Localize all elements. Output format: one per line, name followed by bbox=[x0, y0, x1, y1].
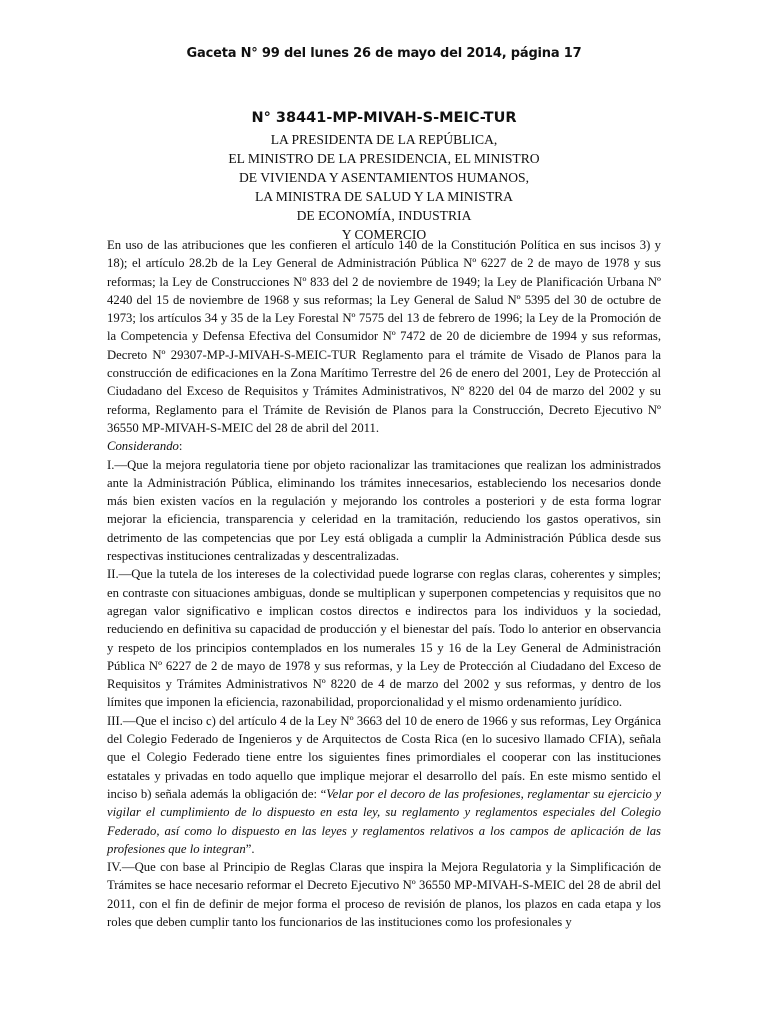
paragraph-3-text: III.—Que el inciso c) del artículo 4 de la Ley Nº 3663 del 10 de enero de 1966 y sus reformas, Ley Orgánica del Colegio Federado de Ingenieros y de Arquitectos de Costa Rica (en lo sucesivo llamado CFIA), señala que el Colegio Federado tiene entre los siguientes fines primordiales el cooperar con las instituciones estatales y privadas en todo aquello que implique mejorar el desarrollo del país. En este mismo sentido el inciso b) señala además la obligación de: “ bbox=[107, 713, 661, 801]
preamble-paragraph: En uso de las atribuciones que les confieren el artículo 140 de la Constitución Política en sus incisos 3) y 18); el artículo 28.2b de la Ley General de Administración Pública Nº 6227 de 2 de mayo de 1978 y sus reformas; la Ley de Construcciones Nº 833 del 2 de noviembre de 1949; la Ley de Planificación Urbana Nº 4240 del 15 de noviembre de 1968 y sus reformas; la Ley General de Salud Nº 5395 del 30 de octubre de 1973; los artículos 34 y 35 de la Ley Forestal Nº 7575 del 13 de febrero de 1996; la Ley de la Promoción de la Competencia y Defensa Efectiva del Consumidor Nº 7472 de 20 de diciembre de 1994 y sus reformas, Decreto Nº 29307-MP-J-MIVAH-S-MEIC-TUR Reglamento para el trámite de Visado de Planos para la construcción de edificaciones en la Zona Marítimo Terrestre del 26 de enero del 2001, Ley de Protección al Ciudadano del Exceso de Requisitos y Trámites Administrativos, Nº 8220 del 04 de marzo del 2002 y su reforma, Reglamento para el Trámite de Revisión de Planos para la Construcción, Decreto Ejecutivo Nº 36550 MP-MIVAH-S-MEIC del 28 de abril del 2011. bbox=[107, 238, 661, 435]
authority-line: EL MINISTRO DE LA PRESIDENCIA, EL MINISTRO bbox=[228, 151, 540, 166]
authority-line: DE VIVIENDA Y ASENTAMIENTOS HUMANOS, bbox=[238, 170, 530, 185]
authority-line: LA PRESIDENTA DE LA REPÚBLICA, bbox=[270, 132, 498, 147]
paragraph-3-closing: ”. bbox=[245, 841, 255, 856]
authority-line: LA MINISTRA DE SALUD Y LA MINISTRA bbox=[254, 189, 514, 204]
considerando-paragraph-4: IV.—Que con base al Principio de Reglas Claras que inspira la Mejora Regulatoria y la Simplificación de Trámites se hace necesario reformar el Decreto Ejecutivo Nº 36550 MP-MIVAH-S-MEIC del 28 de abril del 2011, con el fin de definir de mejor forma el proceso de revisión de planos, los plazos en cada etapa y los roles que deben cumplir tanto los funcionarios de las instituciones como los profesionales y bbox=[107, 860, 661, 929]
considerando-paragraph-1: I.—Que la mejora regulatoria tiene por objeto racionalizar las tramitaciones que realizan los administrados ante la Administración Pública, eliminando los trámites innecesarios, estableciendo los necesarios donde más bien existen vacíos en la regulación y mejorando los controles a posteriori y de esta forma lograr mejorar la eficiencia, transparencia y celeridad en la tramitación, reduciendo los gastos operativos, sin detrimento de las competencias que por Ley está obligada a cumplir la Administración Pública desde sus respectivas instituciones centralizadas y descentralizadas. bbox=[107, 457, 661, 564]
considerando-heading bbox=[107, 437, 661, 455]
gazette-header: Gaceta N° 99 del lunes 26 de mayo del 2014, página 17 bbox=[186, 46, 582, 61]
considerando-colon: : bbox=[178, 439, 183, 454]
considerando-paragraph-3 bbox=[107, 712, 661, 858]
authority-line: Y COMERCIO bbox=[341, 227, 427, 242]
paragraph-3-quote: Velar por el decoro de las profesiones, reglamentar su ejercicio y vigilar el cumplimiento de lo dispuesto en esta ley, su reglamento y reglamentos especiales del Colegio Federado, así como lo dispuesto en las leyes y reglamentos relativos a los campos de aplicación de las profesiones que lo integran bbox=[107, 786, 661, 856]
considerando-paragraph-2: II.—Que la tutela de los intereses de la colectividad puede lograrse con reglas claras, coherentes y simples; en contraste con situaciones ambiguas, donde se multiplican y superponen competencias y requisitos que no agregan valor significativo e implican costos directos e indirectos para los individuos y la sociedad, reduciendo en definitiva su capacidad de producción y el bienestar del país. Todo lo anterior en observancia y respeto de los principios contemplados en los numerales 15 y 16 de la Ley General de Administración Pública Nº 6227 de 2 de mayo de 1978 y sus reformas, y la Ley de Protección al Ciudadano del Exceso de Requisitos y Trámites Administrativos Nº 8220 de 4 de marzo del 2002 y sus reformas, y dentro de los límites que imponen la eficiencia, razonabilidad, proporcionalidad y el mismo ordenamiento jurídico. bbox=[107, 567, 661, 710]
decree-body bbox=[107, 236, 661, 931]
decree-number: N° 38441-MP-MIVAH-S-MEIC-TUR bbox=[251, 110, 517, 126]
authority-line: DE ECONOMÍA, INDUSTRIA bbox=[296, 208, 472, 223]
issuing-authorities bbox=[0, 130, 768, 244]
considerando-label: Considerando bbox=[107, 439, 179, 454]
